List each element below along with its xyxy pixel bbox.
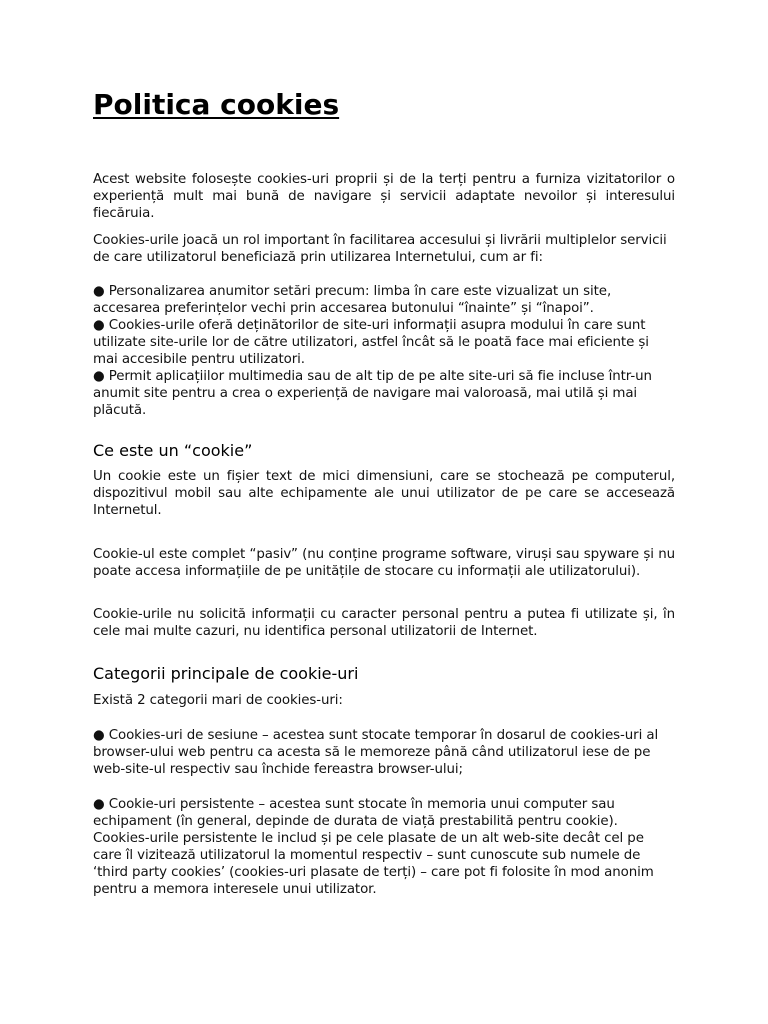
persistent-cookies-bullet: ● Cookie-uri persistente – acestea sunt stocate în memoria unui computer sau echipament (în general, depinde de durata de viață prestabilită pentru cookie). Cookies-urile persistente le includ și pe cele plasate de un alt web-site decât cel pe care îl vizitează utilizatorul la momentul respectiv – sunt cunoscute sub numele de ‘third party cookies’ (cookies-uri plasate de terți) – care pot fi folosite în mod anonim pentru a memora interesele unui utilizator. (93, 797, 654, 897)
role-paragraph: Cookies-urile joacă un rol important în facilitarea accesului și livrării multiplelor servicii de care utilizatorul beneficiază prin utilizarea Internetului, cum ar fi: (93, 233, 667, 265)
cookie-passive-paragraph: Cookie-ul este complet “pasiv” (nu conține programe software, viruși sau spyware și nu poate accesa informațiile de pe unitățile de stocare cu informații ale utilizatorului). (93, 547, 675, 579)
session-cookies-bullet: ● Cookies-uri de sesiune – acestea sunt stocate temporar în dosarul de cookies-uri al browser-ului web pentru ca acesta să le memoreze până când utilizatorul iese de pe web-site-ul respectiv sau închide fereastra browser-ului; (93, 728, 659, 777)
list-item: ● Personalizarea anumitor setări precum: limba în care este vizualizat un site, accesarea preferințelor vechi prin accesarea butonului “înainte” și “înapoi”. (93, 284, 612, 316)
role-bullet-list (93, 283, 675, 419)
page-title: Politica cookies (93, 88, 340, 121)
categories-lead: Există 2 categorii mari de cookies-uri: (93, 693, 343, 708)
section-heading-categories: Categorii principale de cookie-uri (93, 664, 359, 683)
cookie-definition-paragraph: Un cookie este un fișier text de mici dimensiuni, care se stochează pe computerul, dispozitivul mobil sau alte echipamente ale unui utilizator de pe care se accesează Internetul. (93, 469, 675, 518)
cookie-personal-info-paragraph: Cookie-urile nu solicită informații cu caracter personal pentru a putea fi utilizate și, în cele mai multe cazuri, nu identifica personal utilizatorii de Internet. (93, 607, 675, 639)
list-item: ● Permit aplicațiilor multimedia sau de alt tip de pe alte site-uri să fie incluse într-un anumit site pentru a crea o experiență de navigare mai valoroasă, mai utilă și mai plăcută. (93, 369, 652, 418)
intro-paragraph: Acest website folosește cookies-uri proprii și de la terți pentru a furniza vizitatorilor o experiență mult mai bună de navigare și servicii adaptate nevoilor și interesului fiecăruia. (93, 172, 675, 221)
list-item: ● Cookies-urile oferă deținătorilor de site-uri informații asupra modului în care sunt utilizate site-urile lor de către utilizatori, astfel încât să le poată face mai eficiente și mai accesibile pentru utilizatori. (93, 318, 649, 367)
section-heading-what-is-cookie: Ce este un “cookie” (93, 441, 253, 460)
